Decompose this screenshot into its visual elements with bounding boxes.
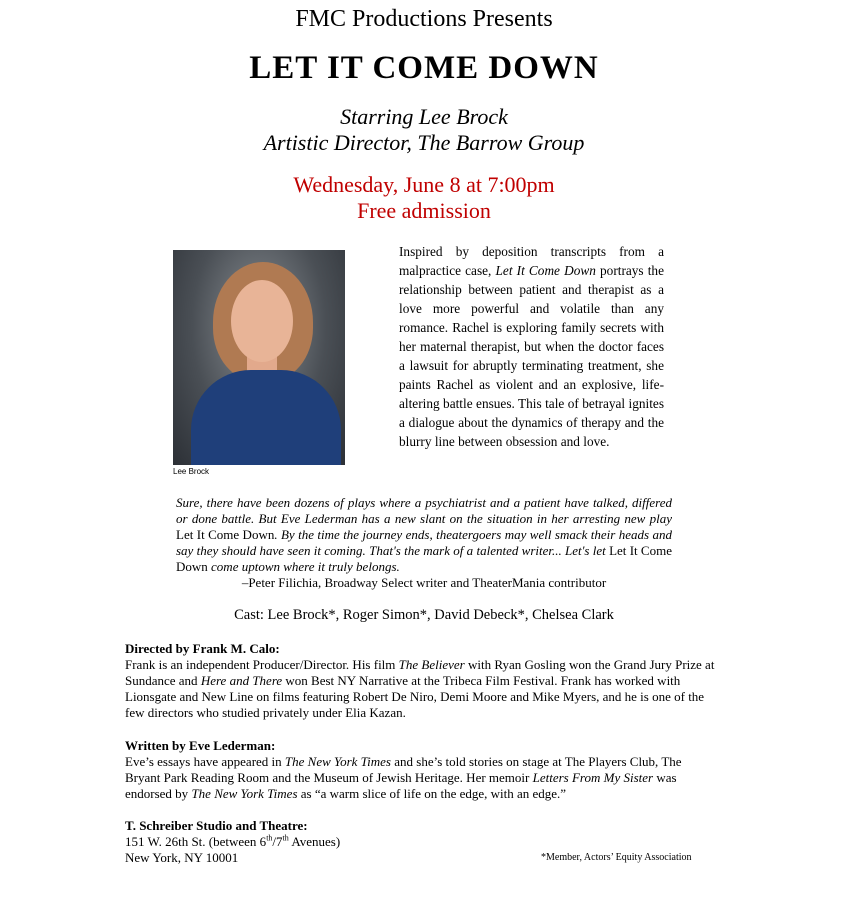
date-block xyxy=(0,172,848,224)
review-text: come uptown where it truly belongs. xyxy=(207,559,400,574)
review-attribution: –Peter Filichia, Broadway Select writer and TheaterMania contributor xyxy=(241,575,607,590)
photo-face xyxy=(231,280,293,362)
description-text: Inspired by deposition transcripts from a malpractice case, xyxy=(399,244,664,278)
bio-text: as “a warm slice of life on the edge, with an edge.” xyxy=(297,786,567,801)
director-heading: Directed by Frank M. Calo: xyxy=(125,641,280,656)
bio-text: and she’s told stories on stage at The Players Club, The Bryant Park Reading Room and the Museum of Jewish Heritage. Her memoir xyxy=(125,754,682,785)
description-play-title: Let It Come Down xyxy=(495,263,596,278)
venue-city: New York, NY 10001 xyxy=(125,850,239,865)
photo-caption: Lee Brock xyxy=(173,467,210,476)
starring-line: Starring Lee Brock xyxy=(340,104,508,129)
bio-text: won Best NY Narrative at the Tribeca Film Festival. Frank has worked with Lionsgate and New Line on films featuring Robert De Niro, Demi Moore and Mike Myers, and he is one of the few directors who studied privately under Elia Kazan. xyxy=(125,673,705,720)
presenter-line: FMC Productions Presents xyxy=(295,6,553,32)
equity-footnote: *Member, Actors’ Equity Association xyxy=(541,852,692,863)
play-description xyxy=(399,242,664,451)
cast-list: Cast: Lee Brock*, Roger Simon*, David Debeck*, Chelsea Clark xyxy=(234,607,614,623)
admission-note: Free admission xyxy=(357,198,491,223)
memoir-title: Letters From My Sister xyxy=(532,770,654,785)
director-section xyxy=(125,641,720,721)
review-quote xyxy=(176,495,672,575)
performance-date: Wednesday, June 8 at 7:00pm xyxy=(293,172,555,197)
description-text: portrays the relationship between patient and therapist as a love more powerful and volatile than any romance. Rachel is exploring family secrets with her maternal therapist, but when the doctor faces a lawsuit for abruptly terminating treatment, she paints Rachel as violent and an explosive, life-altering battle ensues. This tale of betrayal ignites a dialogue about the dynamics of therapy and the blurry line between obsession and love. xyxy=(399,263,664,449)
review-text: . By the time the journey ends, theatergoers may well smack their heads and say they should have seen it coming. That's the mark of a talented writer... Let's let xyxy=(176,527,672,558)
ordinal-suffix: th xyxy=(282,833,289,843)
publication-title: The New York Times xyxy=(191,786,298,801)
starring-block xyxy=(0,104,848,156)
review-play-title: Let It Come Down xyxy=(176,543,672,574)
film-title: The Believer xyxy=(398,657,465,672)
director-bio xyxy=(125,657,720,721)
review-text: Sure, there have been dozens of plays where a psychiatrist and a patient have talked, differed or done battle. But Eve Lederman has a new slant on the situation in her arresting new play xyxy=(176,495,672,526)
address-text: /7 xyxy=(272,834,283,849)
writer-section xyxy=(125,738,720,802)
photo-dress xyxy=(191,370,341,465)
venue-address xyxy=(125,834,720,850)
address-text: Avenues) xyxy=(288,834,341,849)
venue-heading: T. Schreiber Studio and Theatre: xyxy=(125,818,308,833)
bio-text: Eve’s essays have appeared in xyxy=(125,754,285,769)
bio-text: was endorsed by xyxy=(125,770,677,801)
bio-text: with Ryan Gosling won the Grand Jury Prize at Sundance and xyxy=(125,657,715,688)
review-play-title: Let It Come Down xyxy=(176,527,275,542)
artistic-director-line: Artistic Director, The Barrow Group xyxy=(263,130,585,155)
bio-text: Frank is an independent Producer/Director. His film xyxy=(125,657,399,672)
ordinal-suffix: th xyxy=(266,833,273,843)
film-title: Here and There xyxy=(200,673,283,688)
publication-title: The New York Times xyxy=(284,754,391,769)
writer-bio xyxy=(125,754,720,802)
lee-brock-photo xyxy=(173,250,345,465)
writer-heading: Written by Eve Lederman: xyxy=(125,738,276,753)
address-text: 151 W. 26th St. (between 6 xyxy=(125,834,267,849)
play-title: LET IT COME DOWN xyxy=(249,50,599,86)
